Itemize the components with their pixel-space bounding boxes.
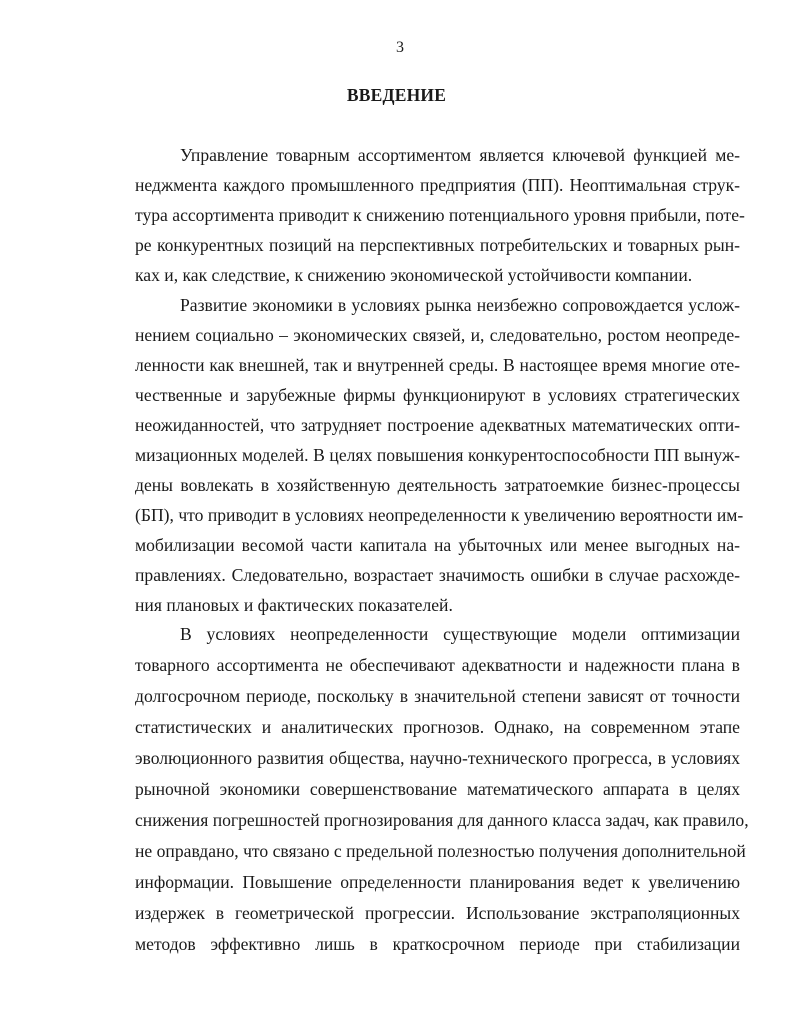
text-line: методов эффективно лишь в краткосрочном периоде при стабилизации bbox=[135, 934, 740, 954]
text-line: Развитие экономики в условиях рынка неизбежно сопровождается услож- bbox=[180, 295, 740, 315]
text-line: рыночной экономики совершенствование математического аппарата в целях bbox=[135, 779, 740, 799]
text-line: долгосрочном периоде, поскольку в значительной степени зависят от точности bbox=[135, 686, 740, 706]
text-line: Управление товарным ассортиментом является ключевой функцией ме- bbox=[180, 145, 740, 165]
text-line: неджмента каждого промышленного предприятия (ПП). Неоптимальная струк- bbox=[135, 175, 740, 195]
text-line: правлениях. Следовательно, возрастает значимость ошибки в случае расхожде- bbox=[135, 565, 740, 585]
text-line: мизационных моделей. В целях повышения конкурентоспособности ПП вынуж- bbox=[135, 445, 740, 465]
text-line: нением социально – экономических связей, и, следовательно, ростом неопреде- bbox=[135, 325, 740, 345]
text-line: ния плановых и фактических показателей. bbox=[135, 595, 453, 615]
text-line: товарного ассортимента не обеспечивают адекватности и надежности плана в bbox=[135, 655, 740, 675]
text-line: мобилизации весомой части капитала на убыточных или менее выгодных на- bbox=[135, 535, 740, 555]
text-line: дены вовлекать в хозяйственную деятельность затратоемкие бизнес-процессы bbox=[135, 475, 740, 495]
page-number: 3 bbox=[396, 39, 404, 56]
section-heading: ВВЕДЕНИЕ bbox=[346, 85, 447, 105]
text-line: снижения погрешностей прогнозирования для данного класса задач, как правило, bbox=[135, 810, 749, 830]
text-line: ре конкурентных позиций на перспективных потребительских и товарных рын- bbox=[135, 235, 740, 255]
text-line: эволюционного развития общества, научно-технического прогресса, в условиях bbox=[135, 748, 740, 768]
text-line: тура ассортимента приводит к снижению потенциального уровня прибыли, поте- bbox=[135, 205, 745, 225]
text-line: статистических и аналитических прогнозов. Однако, на современном этапе bbox=[135, 717, 740, 737]
text-line: ках и, как следствие, к снижению экономической устойчивости компании. bbox=[135, 265, 693, 285]
text-line: (БП), что приводит в условиях неопределенности к увеличению вероятности им- bbox=[135, 505, 744, 525]
text-line: неожиданностей, что затрудняет построение адекватных математических опти- bbox=[135, 415, 740, 435]
text-line: не оправдано, что связано с предельной полезностью получения дополнительной bbox=[135, 841, 746, 861]
text-line: чественные и зарубежные фирмы функционируют в условиях стратегических bbox=[135, 385, 740, 405]
text-line: ленности как внешней, так и внутренней среды. В настоящее время многие оте- bbox=[135, 355, 740, 375]
text-line: В условиях неопределенности существующие модели оптимизации bbox=[180, 624, 740, 644]
text-line: издержек в геометрической прогрессии. Использование экстраполяционных bbox=[135, 903, 740, 923]
text-line: информации. Повышение определенности планирования ведет к увеличению bbox=[135, 872, 740, 892]
